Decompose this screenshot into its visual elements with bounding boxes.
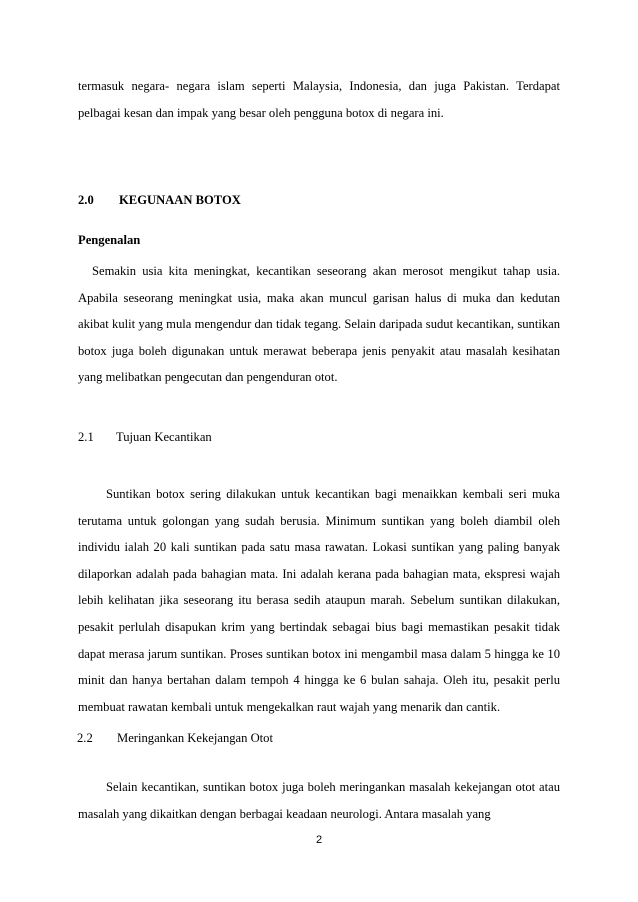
- paragraph-tujuan-kecantikan: Suntikan botox sering dilakukan untuk kecantikan bagi menaikkan kembali seri muka terutama untuk golongan yang sudah berusia. Minimum suntikan yang boleh diambil oleh individu ialah 20 kali suntikan pada satu masa rawatan. Lokasi suntikan yang paling banyak dilaporkan adalah pada bahagian mata. Ini adalah kerana pada bahagian mata, ekspresi wajah lebih kelihatan jika seseorang itu berasa sedih ataupun marah. Sebelum suntikan dilakukan, pesakit perlulah disapukan krim yang bertindak sebagai bius bagi memastikan pesakit tidak dapat merasa jarum suntikan. Proses suntikan botox ini mengambil masa dalam 5 hingga ke 10 minit dan hanya bertahan dalam tempoh 4 hingga ke 6 bulan sahaja. Oleh itu, pesakit perlu membuat rawatan kembali untuk mengekalkan raut wajah yang menarik dan cantik.: [78, 487, 560, 714]
- section-heading: [78, 193, 241, 208]
- subsection-number: 2.1: [78, 430, 94, 444]
- subheading-pengenalan: Pengenalan: [78, 233, 141, 247]
- subsection-heading-2-2: [77, 731, 273, 746]
- paragraph-pengenalan: Semakin usia kita meningkat, kecantikan seseorang akan merosot mengikut tahap usia. Apabila seseorang meningkat usia, maka akan muncul garisan halus di muka dan kedutan akibat kulit yang mula mengendur dan tidak tegang. Selain daripada sudut kecantikan, suntikan botox juga boleh digunakan untuk merawat beberapa jenis penyakit atau masalah kesihatan yang melibatkan pengecutan dan pengenduran otot.: [78, 264, 560, 385]
- subsection-title: Tujuan Kecantikan: [116, 430, 212, 444]
- paragraph-intro: termasuk negara- negara islam seperti Malaysia, Indonesia, dan juga Pakistan. Terdapat pelbagai kesan dan impak yang besar oleh pengguna botox di negara ini.: [78, 79, 560, 120]
- section-title: KEGUNAAN BOTOX: [119, 193, 241, 207]
- subsection-heading-2-1: [78, 430, 212, 445]
- page-number: 2: [315, 834, 323, 846]
- paragraph-kekejangan-otot: Selain kecantikan, suntikan botox juga boleh meringankan masalah kekejangan otot atau masalah yang dikaitkan dengan berbagai keadaan neurologi. Antara masalah yang: [78, 780, 560, 821]
- subsection-title: Meringankan Kekejangan Otot: [117, 731, 273, 745]
- subsection-number: 2.2: [77, 731, 93, 745]
- section-number: 2.0: [78, 193, 94, 207]
